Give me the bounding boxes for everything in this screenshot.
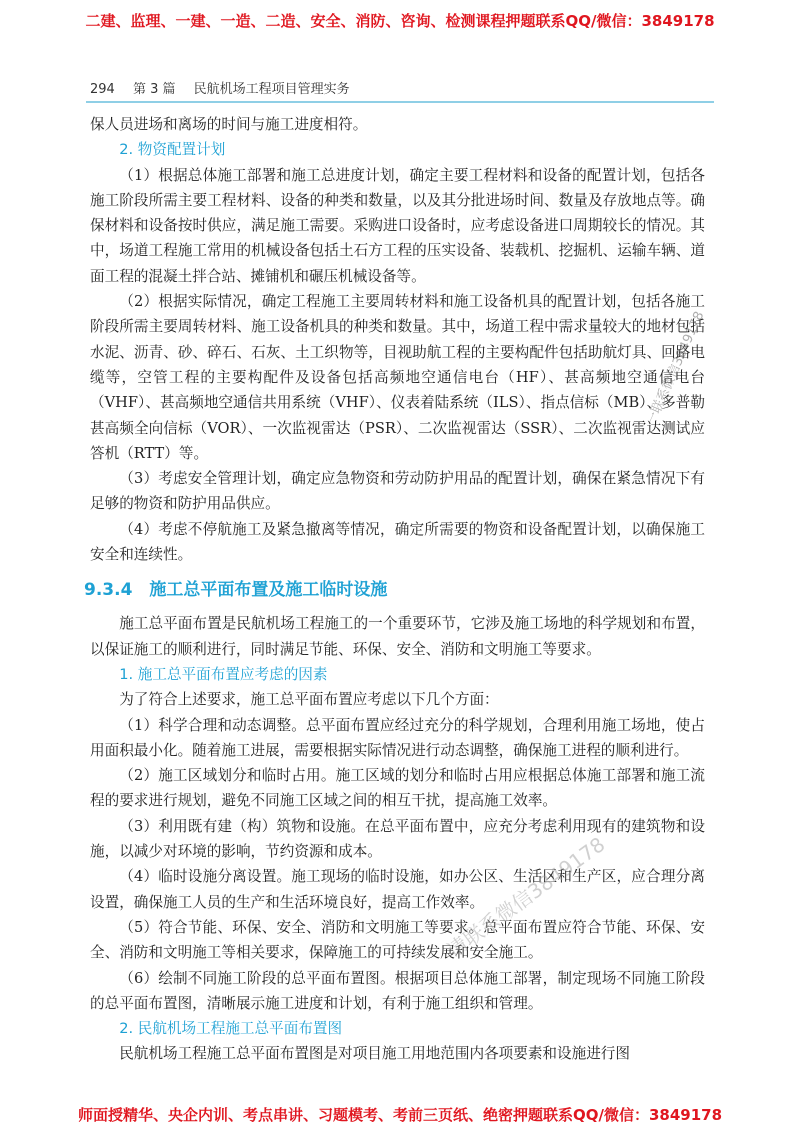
lead-line: 保人员进场和离场的时间与施工进度相符。 (90, 116, 368, 133)
list-item: （6）绘制不同施工阶段的总平面布置图。根据项目总体施工部署，制定现场不同施工阶段的总平面布置图，清晰展示施工进度和计划，有利于施工组织和管理。 (90, 969, 705, 1012)
paragraph: （2）根据实际情况，确定工程施工主要周转材料和施工设备机具的配置计划，包括各施工阶段所需主要周转材料、施工设备机具的种类和数量。其中，场道工程中需求量较大的地材包括水泥、沥青、砂、碎石、石灰、土工织物等，目视助航工程的主要构配件包括助航灯具、回路电缆等，空管工程的主要构配件及设备包括高频地空通信电台（HF）、甚高频地空通信电台（VHF）、甚高频地空通信共用系统（VHF）、仪表着陆系统（ILS）、指点信标（MB）、多普勒甚高频全向信标（VOR）、一次监视雷达（PSR）、二次监视雷达（SSR）、二次监视雷达测试应答机（RTT）等。 (90, 293, 705, 462)
list-item: （4）临时设施分离设置。施工现场的临时设施，如办公区、生活区和生产区，应合理分离设置，确保施工人员的生产和生活环境良好，提高工作效率。 (90, 868, 705, 911)
page-number: 294 (90, 82, 115, 97)
list-item: （1）科学合理和动态调整。总平面布置应经过充分的科学规划，合理利用施工场地，使占用面积最小化。随着施工进展，需要根据实际情况进行动态调整，确保施工进程的顺利进行。 (90, 716, 705, 759)
top-banner: 二建、监理、一建、一造、二造、安全、消防、咨询、检测课程押题联系QQ/微信：3849178 (85, 12, 715, 30)
list-item: （5）符合节能、环保、安全、消防和文明施工等要求。总平面布置应符合节能、环保、安全、消防和文明施工等相关要求，保障施工的可持续发展和安全施工。 (90, 918, 705, 962)
subheading-factors: 1. 施工总平面布置应考虑的因素 (119, 665, 328, 683)
section-heading-9-3-4: 9.3.4 施工总平面布置及施工临时设施 (84, 580, 388, 601)
paragraph: （3）考虑安全管理计划，确定应急物资和劳动防护用品的配置计划，确保在紧急情况下有足够的物资和防护用品供应。 (90, 470, 705, 513)
bottom-banner: 师面授精华、央企内训、考点串讲、习题模考、考前三页纸、绝密押题联系QQ/微信：3849178 (77, 1106, 723, 1124)
paragraph: （1）根据总体施工部署和施工总进度计划，确定主要工程材料和设备的配置计划，包括各施工阶段所需主要工程材料、设备的种类和数量，以及其分批进场时间、数量及存放地点等。确保材料和设备按时供应，满足施工需要。采购进口设备时，应考虑设备进口周期较长的情况。其中，场道工程施工常用的机械设备包括土石方工程的压实设备、装载机、挖掘机、运输车辆、道面工程的混凝土拌合站、摊铺机和碾压机械设备等。 (90, 166, 705, 285)
page-body (84, 112, 708, 1067)
header-rule (86, 101, 714, 103)
paragraph: 施工总平面布置是民航机场工程施工的一个重要环节，它涉及施工场地的科学规划和布置，以保证施工的顺利进行，同时满足节能、环保、安全、消防和文明施工等要求。 (90, 615, 705, 658)
list-item: （3）利用既有建（构）筑物和设施。在总平面布置中，应充分考虑利用现有的建筑物和设施，以减少对环境的影响，节约资源和成本。 (90, 817, 705, 861)
paragraph: （4）考虑不停航施工及紧急撤离等情况，确定所需要的物资和设备配置计划，以确保施工安全和连续性。 (90, 520, 705, 564)
paragraph: 民航机场工程施工总平面布置图是对项目施工用地范围内各项要素和设施进行图 (119, 1045, 630, 1063)
running-head (90, 78, 364, 97)
subheading-layout-plan: 2. 民航机场工程施工总平面布置图 (119, 1020, 343, 1038)
diagonal-watermark: 请联系微信3849178 (442, 832, 610, 963)
section-heading-materials: 2. 物资配置计划 (119, 141, 226, 159)
side-watermark: 一联系微信3849178 (643, 309, 708, 428)
list-item: （2）施工区域划分和临时占用。施工区域的划分和临时占用应根据总体施工部署和施工流程的要求进行规划，避免不同施工区域之间的相互干扰，提高施工效率。 (90, 767, 705, 810)
paragraph: 为了符合上述要求，施工总平面布置应考虑以下几个方面： (119, 691, 499, 709)
part-label: 第 3 篇 (132, 82, 176, 97)
book-title: 民航机场工程项目管理实务 (193, 82, 350, 97)
